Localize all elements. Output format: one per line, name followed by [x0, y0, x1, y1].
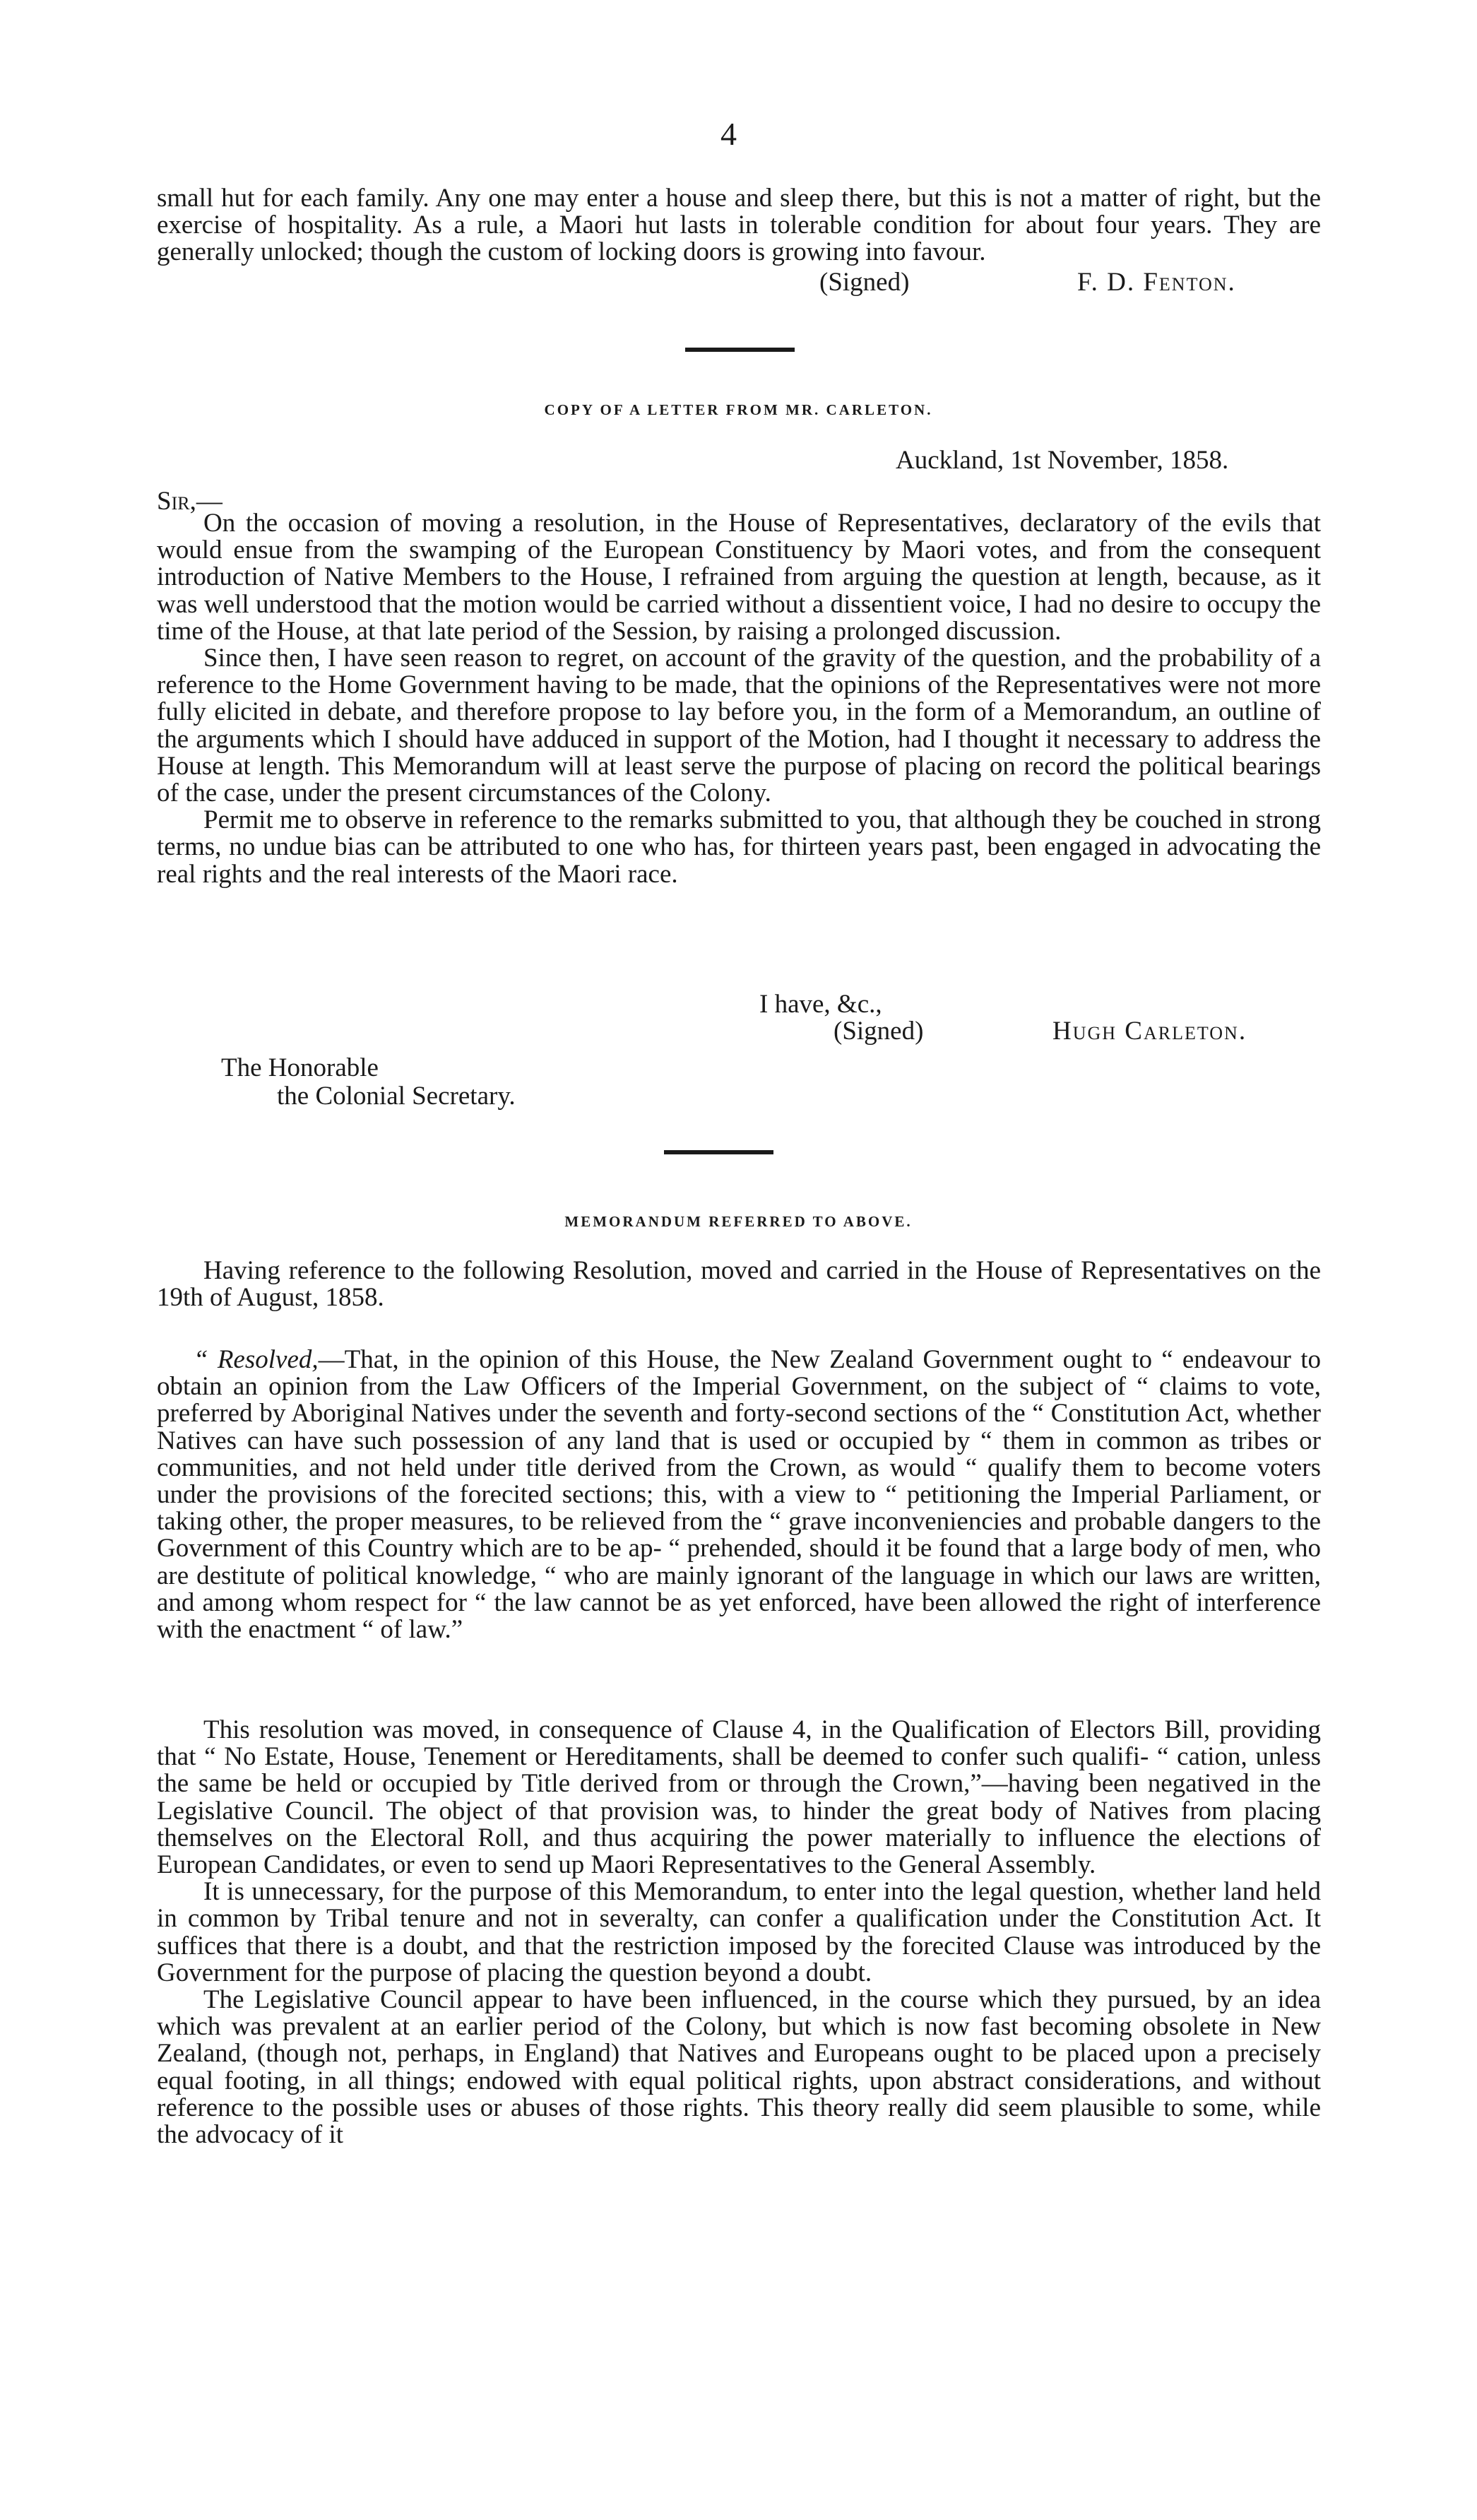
letter-place-date: Auckland, 1st November, 1858. — [896, 446, 1229, 475]
fenton-closing-paragraph — [157, 185, 1321, 266]
letter-paragraph: Since then, I have seen reason to regret, on account of the gravity of the question, and the probability of a reference to the Home Government having to be made, that the opinions of the Representatives were not more fully elicited in debate, and therefore propose to lay before you, in the form of a Memorandum, an outline of the arguments which I should have adduced in support of the Motion, had I thought it necessary to address the House at length. This Memorandum will at least serve the purpose of placing on record the political bearings of the case, under the present circumstances of the Colony. — [157, 644, 1321, 808]
memorandum-intro: Having reference to the following Resolution, moved and carried in the House of Representatives on the 19th of August, 1858. — [157, 1256, 1321, 1313]
resolution-quote — [157, 1347, 1321, 1643]
fenton-signed-label: (Signed) — [819, 268, 910, 297]
letter-paragraph: Permit me to observe in reference to the remarks submitted to you, that although they be couched in strong terms, no undue bias can be attributed to one who has, for thirteen years past, been engaged in advocating the real rights and the real interests of the Maori race. — [157, 805, 1321, 889]
addressee-title: The Honorable — [221, 1053, 379, 1082]
addressee-office: the Colonial Secretary. — [277, 1082, 516, 1111]
letter-closing: I have, &c., — [759, 990, 882, 1019]
fenton-signature: F. D. Fenton. — [1077, 268, 1236, 297]
memorandum-paragraph: It is unnecessary, for the purpose of this Memorandum, to enter into the legal question, whether land held in common by Tribal tenure and not in severalty, can confer a qualification under the Constitution Act. It suffices that there is a doubt, and that the restriction imposed by the forecited Clause was introduced by the Government for the purpose of placing the question beyond a doubt. — [157, 1877, 1321, 1987]
resolution-body: —That, in the opinion of this House, the New Zealand Government ought to “ endeavour to obtain an opinion from the Law Officers of the Imperial Government, on the subject of “ claims to vote, preferred by Aboriginal Natives under the seventh and forty-second sections of the “ Constitution Act, whether Natives can have such possession of any land that is used or occupied by “ them in common as tribes or communities, and not held under title derived from the Crown, as would “ qualify them to become voters under the provisions of the forecited sections; this, with a view to “ petitioning the Imperial Parliament, or taking other, the proper measures, to be relieved from the “ grave inconveniencies and probable dangers to the Government of this Country which are to be ap- “ prehended, should it be found that a large body of men, who are destitute of political knowledge, “ who are mainly ignorant of the language in which our laws are written, and among whom respect for “ the law cannot be as yet enforced, have been allowed the right of interference with the enactment “ of law.” — [157, 1345, 1321, 1645]
memorandum-intro-block — [157, 1258, 1321, 1311]
letter-paragraph: On the occasion of moving a resolution, in the House of Representatives, declaratory of the evils that would ensue from the swamping of the European Constituency by Maori votes, and from the consequent introduction of Native Members to the House, I refrained from arguing the question at length, because, as it was well understood that the motion would be carried without a dissentient voice, I had no desire to occupy the time of the House, at that late period of the Session, by raising a prolonged discussion. — [157, 509, 1321, 646]
section-divider — [664, 1150, 773, 1154]
memorandum-paragraph: The Legislative Council appear to have been influenced, in the course which they pursued, by an idea which was prevalent at an earlier period of the Colony, but which is now fast becoming obsolete in New Zealand, (though not, perhaps, in England) that Natives and Europeans ought to be placed upon a precisely equal footing, in all things; endowed with equal political rights, upon abstract considerations, and without reference to the possible uses or abuses of those rights. This theory really did seem plausible to some, while the advocacy of it — [157, 1985, 1321, 2150]
carleton-signature: Hugh Carleton. — [1052, 1017, 1247, 1046]
letter-salutation: Sir,— — [157, 487, 223, 516]
resolution-text — [157, 1347, 1321, 1643]
memorandum-paragraph: This resolution was moved, in consequence of Clause 4, in the Qualification of Electors Bill, providing that “ No Estate, House, Tenement or Hereditaments, shall be deemed to confer such qualifi- “ cation, unless the same be held or occupied by Title derived from or through the Crown,”—having been negatived in the Legislative Council. The object of that provision was, to hinder the great body of Natives from placing themselves on the Electoral Roll, and thus acquiring the power materially to influence the elections of European Candidates, or even to send up Maori Representatives to the General Assembly. — [157, 1715, 1321, 1880]
resolution-lead: “ Resolved, — [194, 1345, 319, 1374]
memorandum-body — [157, 1717, 1321, 2148]
carleton-signed-label: (Signed) — [834, 1017, 924, 1046]
fenton-closing-text: small hut for each family. Any one may enter a house and sleep there, but this is not a matter of right, but the exercise of hospitality. As a rule, a Maori hut lasts in tolerable condition for about four years. They are generally unlocked; though the custom of locking doors is growing into favour. — [157, 184, 1321, 267]
carleton-letter-body — [157, 510, 1321, 888]
page-number: 4 — [720, 116, 737, 152]
carleton-letter-heading: COPY OF A LETTER FROM MR. CARLETON. — [544, 401, 933, 418]
memorandum-heading: MEMORANDUM REFERRED TO ABOVE. — [564, 1213, 913, 1230]
section-divider — [685, 348, 795, 352]
